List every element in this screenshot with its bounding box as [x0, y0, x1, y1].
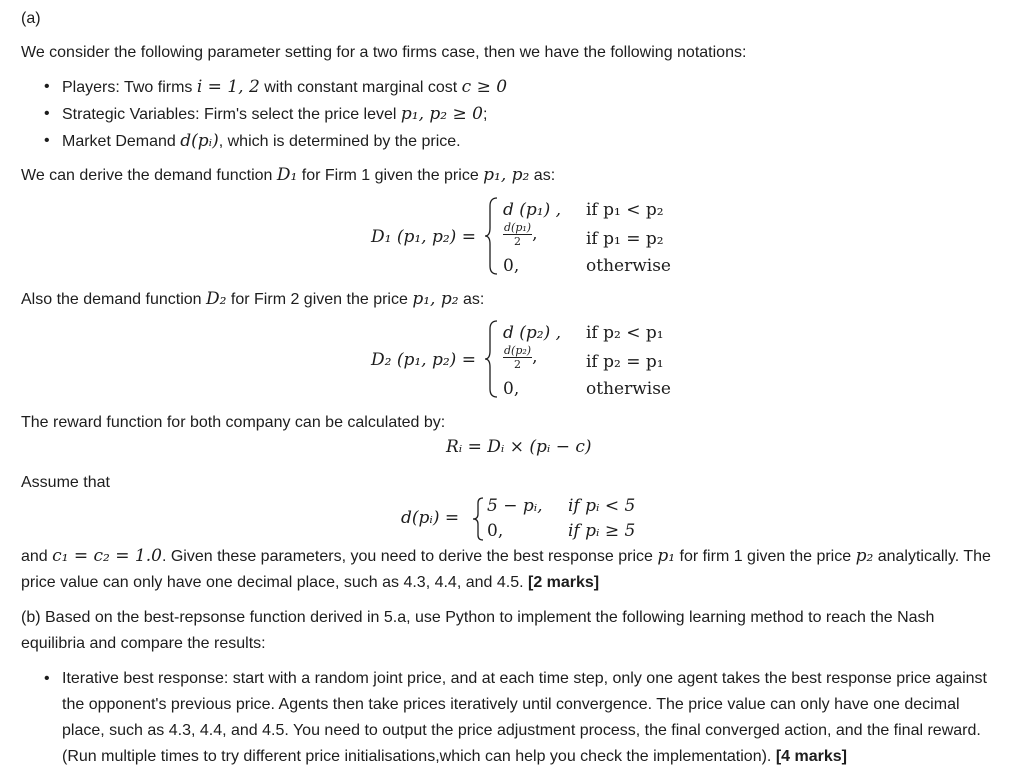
d2-lhs-text: D₂ (p₁, p₂) = [371, 350, 476, 370]
ibr-line-2: the opponent's previous price. Agents then take prices iteratively until convergence. The price value can only have one decimal [62, 696, 960, 713]
part-b-line-1: (b) Based on the best-repsonse function derived in 5.a, use Python to implement the following learning method to reach the Nash [21, 609, 935, 626]
assume-text: Assume that [21, 474, 110, 491]
d1-intro-suffix: as: [529, 167, 556, 184]
params-line-2 [21, 570, 1017, 596]
d2-cond2: if p₂ = p₁ [586, 352, 664, 372]
params-line2-text: price value can only have one decimal place, such as 4.3, 4.4, and 4.5. [21, 574, 528, 591]
strategic-suffix: ; [482, 106, 488, 123]
params-p1-math: p₁ [657, 546, 676, 566]
d2-args-math: p₁, p₂ [412, 289, 459, 309]
cost-math: c ≥ 0 [461, 77, 508, 97]
method-list [40, 666, 987, 770]
d1-cond2: if p₁ = p₂ [586, 229, 664, 249]
d2-func-math: D₂ [206, 289, 227, 309]
players-mid-text: with constant marginal cost [259, 79, 462, 96]
d1-lhs [371, 227, 476, 247]
d1-intro-prefix: We can derive the demand function [21, 167, 277, 184]
d2-case2-den: 2 [514, 358, 522, 371]
d1-func-math: D₁ [276, 165, 298, 185]
ibr-line-4-text: (Run multiple times to try different price initialisations,which can help you check the implementation). [62, 748, 776, 765]
d2-case2: $\frac{\text{d(p₂)}}{2}$ , [504, 344, 538, 371]
d2-intro [21, 287, 484, 312]
intro-text: We consider the following parameter setting for a two firms case, then we have the following notations: [21, 44, 747, 61]
players-math: i = 1, 2 [196, 77, 260, 97]
d2-case3: 0, [503, 379, 520, 399]
d2-case1: d (p₂) , [503, 323, 562, 343]
d1-case3: 0, [503, 256, 520, 276]
part-b-line-2: equilibria and compare the results: [21, 635, 266, 652]
params-paragraph [21, 543, 1017, 596]
d1-cond3: otherwise [586, 256, 671, 276]
reward-equation: Rᵢ = Dᵢ × (pᵢ − c) [446, 437, 592, 457]
players-text: Players: Two firms [62, 79, 197, 96]
list-item-players [40, 74, 507, 101]
params-text3: analytically. The [873, 548, 991, 565]
d2-intro-mid: for Firm 2 given the price [226, 291, 413, 308]
strategic-text: Strategic Variables: Firm's select the price level [62, 106, 401, 123]
params-cost-math: c₁ = c₂ = 1.0 [52, 546, 162, 566]
params-p2-math: p₂ [855, 546, 874, 566]
ibr-marks: [4 marks] [775, 748, 847, 765]
d2-case2-num: d(p₂) [504, 344, 532, 357]
d2-intro-prefix: Also the demand function [21, 291, 207, 308]
d2-intro-suffix: as: [458, 291, 485, 308]
d2-lhs [371, 350, 476, 370]
list-item-market [40, 128, 507, 155]
d1-args-math: p₁, p₂ [483, 165, 530, 185]
reward-intro: The reward function for both company can be calculated by: [21, 414, 446, 431]
strategic-math: p₁, p₂ ≥ 0 [400, 104, 483, 124]
demand-cond2: if pᵢ ≥ 5 [568, 521, 636, 541]
part-a-label: (a) [21, 10, 41, 27]
demand-lhs: d(pᵢ) = [401, 508, 460, 528]
d1-intro [21, 163, 555, 188]
part-b-paragraph [21, 605, 1017, 657]
d1-case2-num: d(p₁) [504, 221, 532, 234]
list-item-ibr [40, 666, 987, 770]
d1-case1: d (p₁) , [503, 200, 562, 220]
market-text: Market Demand [62, 133, 181, 150]
demand-brace [472, 496, 486, 542]
d1-case2-den: 2 [514, 235, 522, 248]
demand-cond1: if pᵢ < 5 [568, 496, 636, 516]
params-marks: [2 marks] [527, 574, 600, 591]
ibr-line-1: • Iterative best response: start with a random joint price, and at each time step, only one agent takes the best response price against [62, 670, 987, 687]
d1-lhs-text: D₁ (p₁, p₂) = [371, 227, 476, 247]
d1-brace [484, 196, 500, 276]
list-item-strategic [40, 101, 507, 128]
d1-intro-mid: for Firm 1 given the price [297, 167, 484, 184]
d1-case2: $\frac{\text{d(p₁)}}{2}$ , [504, 221, 538, 248]
ibr-line-4 [62, 744, 987, 770]
ibr-line-3: place, such as 4.3, 4.4, and 4.5. You need to output the price adjustment process, the final converged action, and the final reward. [62, 722, 981, 739]
params-text2: for firm 1 given the price [675, 548, 856, 565]
market-math: d(pᵢ) [180, 131, 219, 151]
d2-brace [484, 319, 500, 399]
market-suffix: , which is determined by the price. [218, 133, 461, 150]
params-prefix: and [21, 548, 53, 565]
params-text1: . Given these parameters, you need to derive the best response price [161, 548, 658, 565]
params-line-1 [21, 543, 1017, 570]
notation-list [40, 74, 507, 155]
demand-case1: 5 − pᵢ, [487, 496, 543, 516]
d2-cond3: otherwise [586, 379, 671, 399]
demand-case2: 0, [487, 521, 504, 541]
d1-cond1: if p₁ < p₂ [586, 200, 664, 220]
d2-cond1: if p₂ < p₁ [586, 323, 664, 343]
